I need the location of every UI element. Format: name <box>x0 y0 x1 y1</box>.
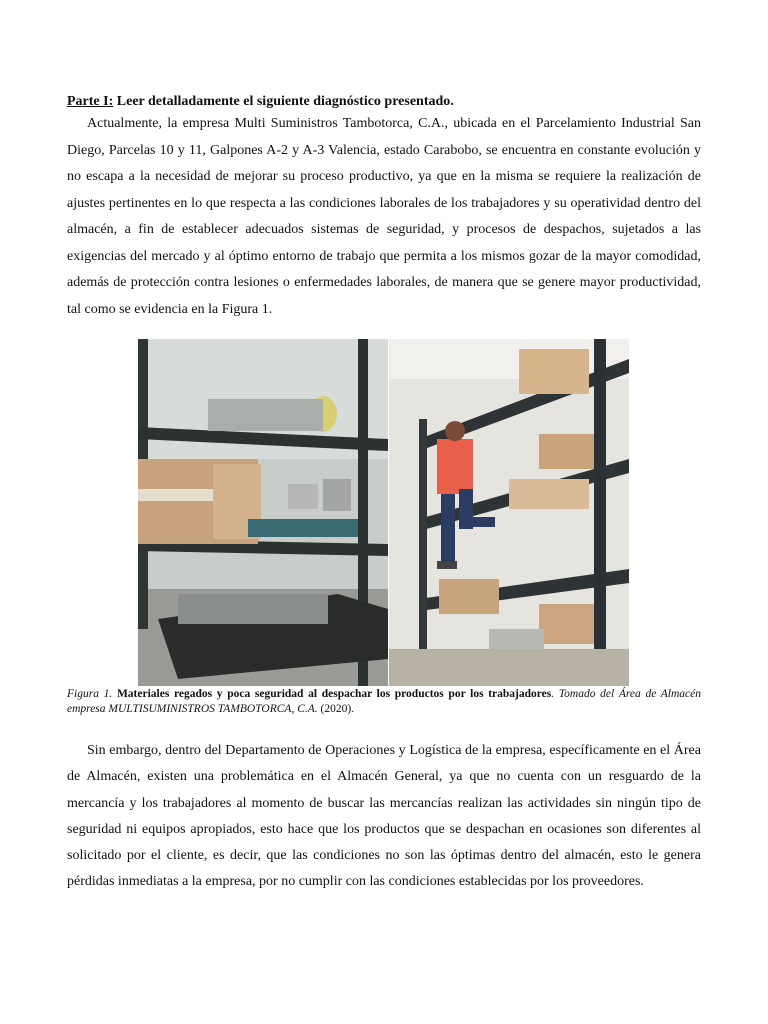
paragraph-intro: Actualmente, la empresa Multi Suministros Tambotorca, C.A., ubicada en el Parcelamiento Industrial San Diego, Parcelas 10 y 11, Galpones A-2 y A-3 Valencia, estado Carabobo, se encuentra en constante evolución y no escapa a la necesidad de mejorar su proceso productivo, ya que en la misma se requiere la realización de ajustes pertinentes en lo que respecta a las condiciones laborales de los trabajadores y su operatividad dentro del almacén, a fin de establecer adecuados sistemas de seguridad, y procesos de despachos, sujetados a las exigencias del mercado y al óptimo entorno de trabajo que permita a los mismos gozar de la mayor comodidad, además de protección contra lesiones o enfermedades laborales, de manera que se genere mayor productividad, tal como se evidencia en la Figura 1. <box>67 116 701 317</box>
document-body <box>67 93 701 323</box>
figure-label: Figura 1 <box>67 688 110 700</box>
warehouse-photo-right <box>389 339 629 686</box>
figure-source: . Tomado del Área de Almacén empresa MULTISUMINISTROS TAMBOTORCA, C.A. <box>67 688 702 715</box>
warehouse-photo-left <box>138 339 388 686</box>
figure-label-punct: . <box>109 688 117 700</box>
figure-1 <box>138 339 629 686</box>
section-title: Leer detalladamente el siguiente diagnóstico presentado. <box>113 94 454 109</box>
paragraph-problem: Sin embargo, dentro del Departamento de Operaciones y Logística de la empresa, específicamente en el Área de Almacén, existen una problemática en el Almacén General, ya que no cuenta con un resguardo de la mercancía y los trabajadores al momento de buscar las mercancías realizan las actividades sin ningún tipo de seguridad ni equipos apropiados, esto hace que los productos que se despachan en ocasiones son diferentes al solicitado por el cliente, es decir, que las condiciones no son las óptimas dentro del almacén, esto le genera pérdidas inmediatas a la empresa, por no cumplir con las condiciones establecidas por los proveedores. <box>67 743 701 890</box>
section-heading <box>67 93 701 111</box>
figure-year: (2020). <box>317 703 355 715</box>
figure-title: Materiales regados y poca seguridad al despachar los productos por los trabajadores <box>116 688 552 700</box>
section-label: Parte I: <box>67 94 114 109</box>
figure-caption <box>67 687 701 717</box>
